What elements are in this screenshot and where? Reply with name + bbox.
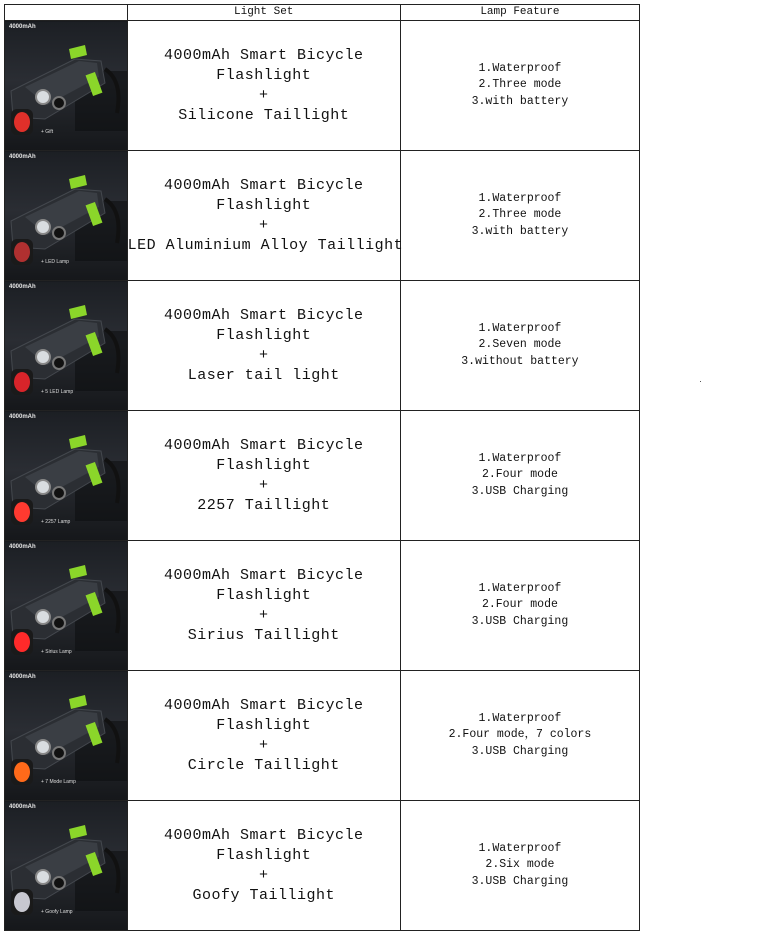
table-row [5, 411, 640, 541]
photo-taillight-tag: + 5 LED Lamp [41, 389, 74, 395]
lamp-feature-item: 1.Waterproof [478, 191, 562, 205]
lamp-feature-item: 2.Four mode [481, 598, 558, 612]
light-set-cell [127, 541, 400, 671]
table-row [5, 671, 640, 801]
lamp-feature-cell [400, 21, 639, 151]
lamp-feature-item: 2.Three mode [478, 78, 562, 92]
light-set-cell [127, 411, 400, 541]
light-set-line: + [258, 866, 269, 884]
table-row [5, 21, 640, 151]
light-set-line: 4000mAh Smart Bicycle [163, 436, 364, 454]
photo-taillight-tag: + Goofy Lamp [41, 909, 73, 915]
table-row [5, 281, 640, 411]
light-set-line: + [258, 476, 269, 494]
light-set-line: + [258, 736, 269, 754]
light-set-line: 4000mAh Smart Bicycle [163, 696, 364, 714]
light-set-line: Flashlight [216, 586, 312, 604]
lamp-feature-item: 1.Waterproof [478, 841, 562, 855]
light-set-line: Flashlight [216, 196, 312, 214]
light-set-line: 4000mAh Smart Bicycle [163, 826, 364, 844]
light-set-line: 4000mAh Smart Bicycle [163, 566, 364, 584]
lamp-feature-item: 1.Waterproof [478, 711, 562, 725]
light-set-line: 2257 Taillight [197, 496, 331, 514]
lamp-feature-item: 3.with battery [471, 224, 569, 238]
light-set-line: Flashlight [216, 456, 312, 474]
light-set-line: + [258, 606, 269, 624]
header-light-set: Light Set [127, 5, 400, 21]
light-set-line: + [258, 216, 269, 234]
photo-capacity-label: 4000mAh [9, 544, 36, 550]
photo-taillight-tag: + Sirius Lamp [41, 649, 72, 655]
light-set-line: 4000mAh Smart Bicycle [163, 176, 364, 194]
light-set-table [4, 4, 640, 931]
light-set-line: Laser tail light [187, 366, 340, 384]
photo-taillight-tag: + 2257 Lamp [41, 519, 71, 525]
light-set-line: Flashlight [216, 716, 312, 734]
light-set-line: 4000mAh Smart Bicycle [163, 306, 364, 324]
lamp-feature-cell [400, 411, 639, 541]
photo-taillight-tag: + LED Lamp [41, 259, 69, 265]
lamp-feature-item: 3.USB Charging [471, 744, 569, 758]
photo-capacity-label: 4000mAh [9, 804, 36, 810]
product-photo [5, 21, 128, 151]
photo-taillight-tag: + 7 Mode Lamp [41, 779, 76, 785]
light-set-cell [127, 281, 400, 411]
lamp-feature-cell [400, 281, 639, 411]
table-row [5, 801, 640, 931]
lamp-feature-item: 1.Waterproof [478, 581, 562, 595]
lamp-feature-item: 3.with battery [471, 94, 569, 108]
photo-taillight-tag: + Gift [41, 129, 54, 135]
product-photo [5, 541, 128, 671]
lamp-feature-item: 2.Six mode [485, 858, 555, 872]
lamp-feature-item: 1.Waterproof [478, 321, 562, 335]
lamp-feature-item: 1.Waterproof [478, 61, 562, 75]
product-photo [5, 801, 128, 931]
photo-capacity-label: 4000mAh [9, 674, 36, 680]
table-row [5, 541, 640, 671]
light-set-line: 4000mAh Smart Bicycle [163, 46, 364, 64]
light-set-line: Sirius Taillight [187, 626, 340, 644]
lamp-feature-cell [400, 151, 639, 281]
light-set-line: + [258, 346, 269, 364]
product-photo [5, 281, 128, 411]
light-set-cell [127, 801, 400, 931]
lamp-feature-item: 2.Seven mode [478, 338, 562, 352]
light-set-line: Flashlight [216, 326, 312, 344]
light-set-cell [127, 671, 400, 801]
lamp-feature-item: 3.USB Charging [471, 484, 569, 498]
lamp-feature-item: 3.USB Charging [471, 874, 569, 888]
lamp-feature-item: 3.USB Charging [471, 614, 569, 628]
lamp-feature-item: 2.Four mode [481, 468, 558, 482]
product-photo [5, 411, 128, 541]
header-image [5, 5, 128, 21]
light-set-cell [127, 151, 404, 281]
light-set-line: LED Aluminium Alloy Taillight [127, 236, 404, 254]
light-set-line: + [258, 86, 269, 104]
lamp-feature-item: 2.Three mode [478, 208, 562, 222]
lamp-feature-item: 1.Waterproof [478, 451, 562, 465]
stray-dot [700, 381, 701, 382]
light-set-line: Flashlight [216, 66, 312, 84]
photo-capacity-label: 4000mAh [9, 154, 36, 160]
lamp-feature-item: 2.Four mode，7 colors [448, 728, 592, 742]
light-set-line: Circle Taillight [187, 756, 340, 774]
photo-capacity-label: 4000mAh [9, 24, 36, 30]
header-lamp-feature: Lamp Feature [400, 5, 639, 21]
lamp-feature-cell [400, 671, 639, 801]
light-set-cell [127, 21, 400, 151]
table-row [5, 151, 640, 281]
lamp-feature-cell [400, 801, 639, 931]
product-photo [5, 151, 128, 281]
lamp-feature-item: 3.without battery [461, 354, 579, 368]
lamp-feature-cell [400, 541, 639, 671]
photo-capacity-label: 4000mAh [9, 284, 36, 290]
photo-capacity-label: 4000mAh [9, 414, 36, 420]
product-photo [5, 671, 128, 801]
bike-light-illustration [5, 21, 127, 150]
light-set-line: Goofy Taillight [192, 886, 335, 904]
light-set-line: Silicone Taillight [178, 106, 350, 124]
table-header-row [5, 5, 640, 21]
light-set-line: Flashlight [216, 846, 312, 864]
